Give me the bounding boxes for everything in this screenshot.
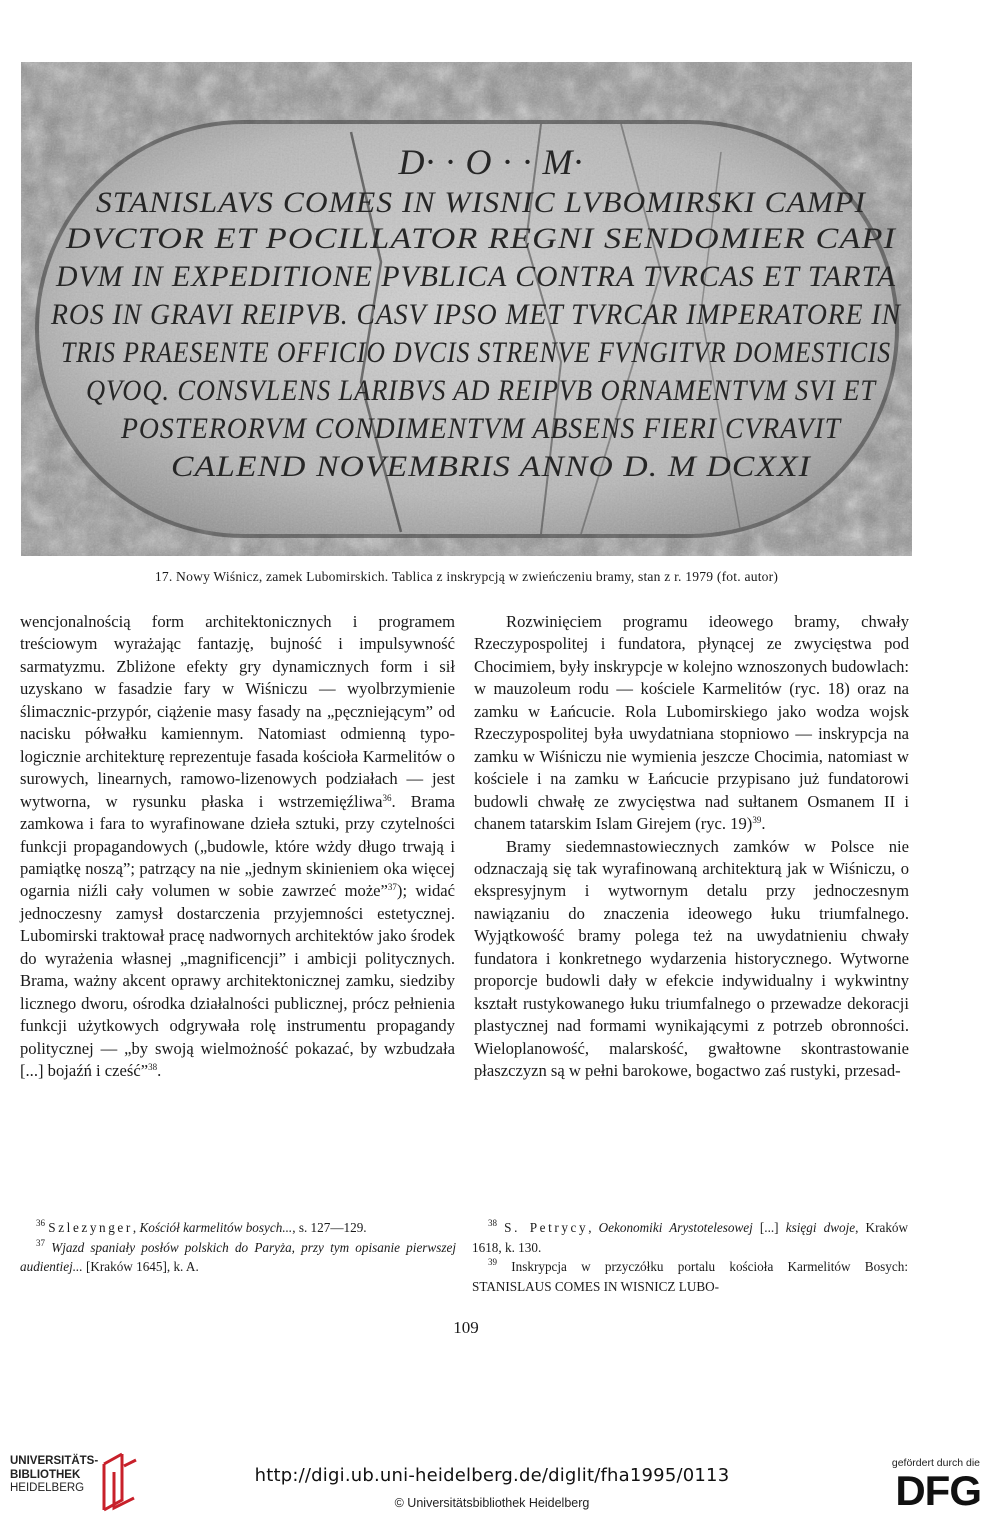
stone-tablet-image	[21, 62, 912, 556]
dfg-logo: DFG	[895, 1467, 981, 1514]
copyright-notice: © Universitätsbibliothek Heidelberg	[394, 1496, 590, 1510]
footnote-ref[interactable]: 39	[752, 815, 762, 826]
body-paragraph: wencjonalnością form architektonicznych i programem treściowym wyrażając fantazję, bujność i impulsywność sarmatyzmu. Zbliżone efekty gry dynamicznych form i sił uzyskano w fasadzie fary w Wiśniczu — wyolbrzymienie ślimacznic-przypór, ciążenie masy fasady na „pęczniejącym” od nacisku półwałku kamiennym. Natomiast odmienną typologicznie architekturę reprezentuje fasada kościoła Karmelitów o surowych, linearnych, ramowo-lizenowych podziałach — jest wytworna, w rysunku płaska i wstrzemięźliwa$^{36}$. Brama zamkowa i fara to wyrafinowane dzieła sztuki, przy czytelności funkcji propagandowych („budowle, które wżdy długo trwają i pamiątkę noszą”; patrzący na nie „jednym skinieniem oka więcej ogarnia niźli cały volumen w sobie zawrzeć może”$^{37}$); widać jednoczesny zamysł dostarczenia przyjemności estetycznej. Lubomirski traktował pracę nadwornych architektów jako środek do wyrażenia własnej „magnificencji” i ambicji politycznych. Brama, ważny akcent oprawy architektonicznej zamku, siedziby licznego dworu, ośrodka działalności publicznej, prócz pełnienia funkcji użytkowych odgrywała rolę instrumentu propagandy politycznej — „by swoją wielmożność pokazać, by wzbudzała [...] bojaźń i cześć”$^{38}$.	[20, 612, 456, 1081]
body-paragraph: Bramy siedemnastowiecznych zamków w Polsce nie odznaczają się tak wyrafinowaną architekturą jak w Wiśniczu, o ekspresyjnym i wytwornym detalu przy jednoczesnym nawiązaniu do znaczenia ideowego łuku triumfalnego. Wyjątkowość bramy polega też na uwydatnieniu chwały fundatora i konkretnego wydarzenia historycznego. Wytworne proporcje budowli dały w efekcie indywidualny i wykwintny kształt rustykowanego łuku triumfalnego o przewadze dekoracji plastycznej nad formami wynikającymi z potrzeb obronności. Wieloplanowość, malarskość, gwałtowne skontrastowanie płaszczyzn są w pełni barokowe, bogactwo zaś rustyki, przesad-	[474, 836, 909, 1081]
inscription-line: DVM IN EXPEDITIONE PVBLICA CONTRA TVRCAS ET TARTA	[55, 260, 896, 293]
page-number: 109	[453, 1318, 479, 1337]
library-logo-icon	[100, 1452, 140, 1512]
footnote-38: $^{38}$ S. Petrycy, Oekonomiki Arystotelesowej [...] księgi dwoje, Kraków 1618, k. 130.	[472, 1218, 909, 1255]
inscription-line: DVCTOR ET POCILLATOR REGNI SENDOMIER CAPI	[64, 222, 898, 255]
inscription-line: POSTERORVM CONDIMENTVM ABSENS FIERI CVRAVIT	[120, 412, 843, 445]
inscription-line: QVOQ. CONSVLENS LARIBVS AD REIPVB ORNAMENTVM SVI ET	[86, 374, 878, 407]
inscription-line: STANISLAVS COMES IN WISNIC LVBOMIRSKI CAMPI	[96, 186, 868, 219]
footnote-ref[interactable]: 37	[387, 882, 397, 893]
inscription-line: CALEND NOVEMBRIS ANNO D. M DCXXI	[171, 450, 813, 483]
footnote-ref[interactable]: 38	[148, 1062, 158, 1073]
funder-note: gefördert durch die	[891, 1457, 980, 1469]
footnote-36: $^{36}$ Szlezynger, Kościół karmelitów bosych..., s. 127—129.	[36, 1218, 367, 1235]
figure-caption: 17. Nowy Wiśnicz, zamek Lubomirskich. Tablica z inskrypcją w zwieńczeniu bramy, stan z r. 1979 (fot. autor)	[154, 569, 779, 584]
inscription-line: D· · O · · M·	[398, 142, 584, 182]
text-column-left	[20, 611, 455, 1083]
inscription-lines	[50, 142, 902, 483]
footnote-39: $^{39}$ Inskrypcja w przyczółku portalu kościoła Karmelitów Bosych: STANISLAUS COMES IN WISNICZ LUBO-	[472, 1257, 908, 1294]
footnote-37: $^{37}$ Wjazd spaniały posłów polskich do Paryża, przy tym opisanie pierwszej audientiej... [Kraków 1645], k. A.	[20, 1237, 457, 1274]
text-column-right	[474, 611, 909, 1083]
body-paragraph: Rozwinięciem programu ideowego bramy, chwały Rzeczypospolitej i fundatora, płynącej ze zwycięstwa pod Chocimiem, były inskrypcje w kolejno wznoszonych budowlach: w mauzoleum rodu — kościele Karmelitów (ryc. 18) oraz na zamku w Łańcucie. Rola Lubomirskiego jako wodza wojsk Rzeczypospolitej była uwydatniana stopniowo — inskrypcja na zamku w Wiśniczu nie wymienia jeszcze Chocimia, natomiast w kościele i na zamku w Łańcucie przypisano już fundatorowi budowli chwałę ze zwycięstwa nad sułtanem Osmanem II i chanem tatarskim Islam Girejem (ryc. 19)$^{39}$.	[474, 612, 909, 834]
inscription-line: TRIS PRAESENTE OFFICIO DVCIS STRENVE FVNGITVR DOMESTICIS	[61, 336, 891, 369]
inscription-photo	[21, 62, 912, 556]
footnotes-left	[20, 1218, 456, 1277]
footnotes-right	[472, 1218, 908, 1296]
footnote-ref[interactable]: 36	[382, 792, 392, 803]
library-logo-text: UNIVERSITÄTS- BIBLIOTHEK HEIDELBERG	[10, 1455, 99, 1494]
permalink-url[interactable]: http://digi.ub.uni-heidelberg.de/diglit/fha1995/0113	[254, 1465, 730, 1486]
inscription-line: ROS IN GRAVI REIPVB. CASV IPSO MET TVRCAR IMPERATORE IN	[50, 298, 902, 331]
